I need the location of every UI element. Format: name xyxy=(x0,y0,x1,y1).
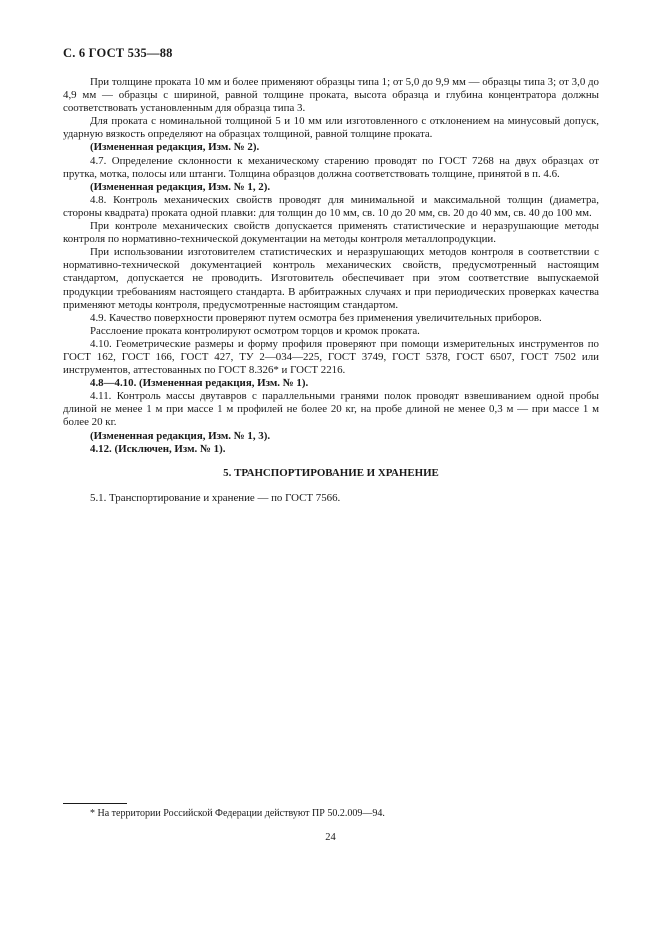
document-body xyxy=(63,76,599,505)
paragraph-4-8: 4.8. Контроль механических свойств проводят для минимальной и максимальной толщин (диаметра, стороны квадрата) проката одной плавки: для толщин до 10 мм, св. 10 до 20 мм, св. 20 до 40 мм, св. 40 до 100 мм. xyxy=(63,193,599,219)
page-header: С. 6 ГОСТ 535—88 xyxy=(63,46,173,60)
paragraph-manufacturer-methods: При использовании изготовителем статистических и неразрушающих методов контроля в соответствии с нормативно-технической документацией контроль механических свойств, предусмотренный настоящим стандартом, допускается не проводить. Изготовитель обеспечивает при этом соответствие выпускаемой продукции требованиям настоящего стандарта. В арбитражных случаях и при периодических проверках качества применяют методы контроля, предусмотренные настоящим стандартом. xyxy=(63,246,599,311)
amendment-note: (Измененная редакция, Изм. № 1, 3). xyxy=(90,429,271,442)
paragraph-4-11: 4.11. Контроль массы двутавров с параллельными гранями полок проводят взвешиванием одной пробы длиной не менее 1 м при массе 1 м профилей не более 20 кг, на пробе длиной не менее 0,3 м — при массе 1 м более 20 кг. xyxy=(63,390,599,429)
paragraph-5-1: 5.1. Транспортирование и хранение — по ГОСТ 7566. xyxy=(90,491,341,504)
amendment-note: (Измененная редакция, Изм. № 1, 2). xyxy=(90,180,271,193)
footnote: * На территории Российской Федерации действуют ПР 50.2.009—94. xyxy=(90,808,385,819)
amendment-note: (Измененная редакция, Изм. № 2). xyxy=(90,141,260,154)
footnote-divider xyxy=(63,803,127,804)
paragraph-4-9: 4.9. Качество поверхности проверяют путем осмотра без применения увеличительных приборов. xyxy=(90,311,542,324)
page-number: 24 xyxy=(325,832,336,843)
paragraph-nominal-thickness: Для проката с номинальной толщиной 5 и 10 мм или изготовленного с отклонением на минусовый допуск, ударную вязкость определяют на образцах толщиной, равной толщине проката. xyxy=(63,115,599,141)
paragraph-statistical-methods: При контроле механических свойств допускается применять статистические и неразрушающие методы контроля по нормативно-технической документации на методы контроля металлопродукции. xyxy=(63,220,599,246)
paragraph-delamination: Расслоение проката контролируют осмотром торцов и кромок проката. xyxy=(90,324,420,337)
paragraph-4-10: 4.10. Геометрические размеры и форму профиля проверяют при помощи измерительных инструментов по ГОСТ 162, ГОСТ 166, ГОСТ 427, ТУ 2—034—225, ГОСТ 3749, ГОСТ 5378, ГОСТ 6507, ГОСТ 7502 или инструментов, аттестованных по ГОСТ 8.326* и ГОСТ 2216. xyxy=(63,337,599,377)
paragraph-4-7: 4.7. Определение склонности к механическому старению проводят по ГОСТ 7268 на двух образцах от прутка, мотка, полосы или штанги. Толщина образцов должна соответствовать толщине, принятой в п. 4.6. xyxy=(63,154,599,180)
amendment-note: 4.8—4.10. (Измененная редакция, Изм. № 1). xyxy=(90,377,309,390)
paragraph-4-12: 4.12. (Исключен, Изм. № 1). xyxy=(90,442,226,455)
section-title: 5. ТРАНСПОРТИРОВАНИЕ И ХРАНЕНИЕ xyxy=(223,466,439,479)
paragraph-specimen-types: При толщине проката 10 мм и более применяют образцы типа 1; от 5,0 до 9,9 мм — образцы типа 3; от 3,0 до 4,9 мм — образцы с шириной, равной толщине проката, высота образца и глубина концентратора должны соответствовать установленным для образца типа 3. xyxy=(63,76,599,115)
